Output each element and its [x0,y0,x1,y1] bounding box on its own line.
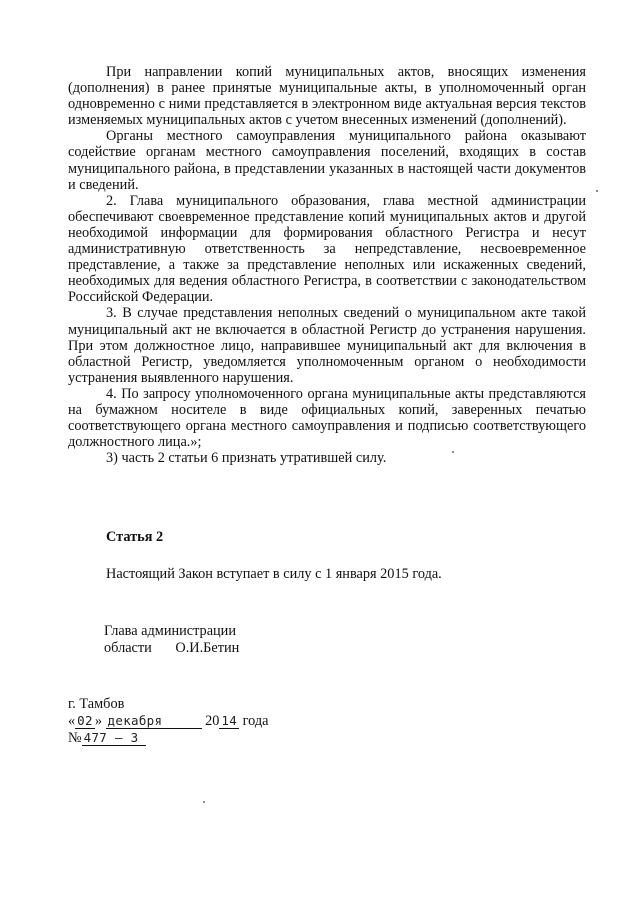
scan-speck [203,801,205,803]
number-line [68,730,269,747]
date-year-suffix: 14 [221,713,238,728]
signature-name: О.И.Бетин [175,639,240,656]
date-month: декабря [106,714,202,729]
date-line [68,713,269,730]
signature-block [104,623,239,656]
article-heading: Статья 2 [106,529,164,545]
paragraph: Органы местного самоуправления муниципального района оказывают содействие органам местного самоуправления поселений, входящих в состав муниципального района, в представлении указанных в настоящей части документов и сведений. [68,128,586,193]
date-year-prefix: 20 [205,713,220,729]
law-body-text [68,64,586,466]
date-day: 02 [77,713,93,728]
place-date-block [68,696,269,747]
scan-speck [596,190,598,192]
date-close-quote: » [94,713,102,729]
number-sign: № [68,730,82,746]
signature-title: Глава администрации [104,623,236,639]
paragraph: 4. По запросу уполномоченного органа муниципальные акты представляются на бумажном носителе в виде официальных копий, заверенных печатью соответствующего органа местного самоуправления и подписью соответствующего должностного лица.»; [68,385,586,451]
signature-region: области [104,639,152,656]
paragraph: 3. В случае представления неполных сведений о муниципальном акте такой муниципальный акт не включается в областной Регистр до устранения нарушения. При этом должностное лицо, направившее муниципальный акт для включения в областной Регистр, уведомляется уполномоченным органом о необходимости устранения выявленного нарушения. [68,305,586,386]
city: г. Тамбов [68,696,125,712]
scan-speck [452,451,454,453]
date-open-quote: « [68,713,76,729]
paragraph: 2. Глава муниципального образования, глава местной администрации обеспечивают своевременное представление копий муниципальных актов и другой необходимой информации для формирования областного Регистра и несут административную ответственность за непредставление, несвоевременное представление, а также за представление неполных или искаженных сведений, необходимых для ведения областного Регистра, в соответствии с законодательством Российской Федерации. [68,192,586,306]
paragraph: При направлении копий муниципальных актов, вносящих изменения (дополнения) в ранее принятые муниципальные акты, в уполномоченный орган одновременно с ними представляется в электронном виде актуальная версия текстов изменяемых муниципальных актов с учетом внесенных изменений (дополнений). [68,64,586,129]
document-number: 477 – 3 [82,731,146,746]
date-word: года [242,713,269,729]
paragraph: 3) часть 2 статьи 6 признать утратившей силу. [106,450,387,467]
article-text: Настоящий Закон вступает в силу с 1 января 2015 года. [106,566,442,582]
